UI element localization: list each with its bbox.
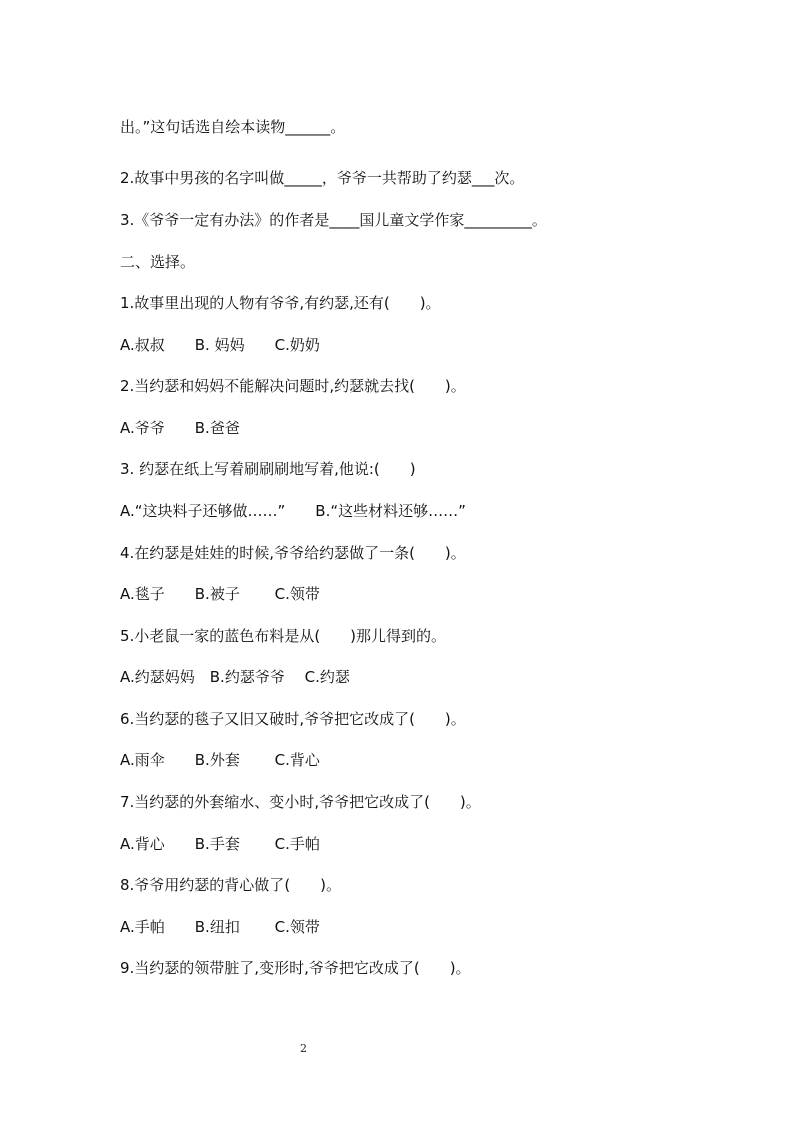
page-number: 2 (300, 1042, 307, 1055)
question-choice-9: 9.当约瑟的领带脏了,变形时,爷爷把它改成了( )。 (120, 959, 471, 977)
question-choice-4: 4.在约瑟是娃娃的时候,爷爷给约瑟做了一条( )。 (120, 544, 466, 562)
options-choice-8: A.手帕 B.纽扣 C.领带 (120, 918, 320, 936)
question-choice-2: 2.当约瑟和妈妈不能解决问题时,约瑟就去找( )。 (120, 377, 466, 395)
options-choice-1: A.叔叔 B. 妈妈 C.奶奶 (120, 336, 320, 354)
question-choice-5: 5.小老鼠一家的蓝色布料是从( )那儿得到的。 (120, 627, 447, 645)
options-choice-5: A.约瑟妈妈 B.约瑟爷爷 C.约瑟 (120, 668, 350, 686)
question-choice-1: 1.故事里出现的人物有爷爷,有约瑟,还有( )。 (120, 294, 441, 312)
text-line-intro: 出。”这句话选自绘本读物______。 (120, 118, 346, 136)
question-choice-3: 3. 约瑟在纸上写着刷刷刷地写着,他说:( ) (120, 460, 416, 478)
question-choice-8: 8.爷爷用约瑟的背心做了( )。 (120, 876, 342, 894)
question-fill-2: 2.故事中男孩的名字叫做_____，爷爷一共帮助了约瑟___次。 (120, 169, 525, 187)
options-choice-7: A.背心 B.手套 C.手帕 (120, 835, 320, 853)
options-choice-2: A.爷爷 B.爸爸 (120, 419, 240, 437)
section-heading-choice: 二、选择。 (120, 253, 196, 271)
question-choice-6: 6.当约瑟的毯子又旧又破时,爷爷把它改成了( )。 (120, 710, 466, 728)
options-choice-6: A.雨伞 B.外套 C.背心 (120, 751, 320, 769)
options-choice-3: A.“这块料子还够做……” B.“这些材料还够……” (120, 502, 466, 520)
options-choice-4: A.毯子 B.被子 C.领带 (120, 585, 320, 603)
question-fill-3: 3.《爷爷一定有办法》的作者是____国儿童文学作家_________。 (120, 211, 547, 229)
question-choice-7: 7.当约瑟的外套缩水、变小时,爷爷把它改成了( )。 (120, 793, 481, 811)
